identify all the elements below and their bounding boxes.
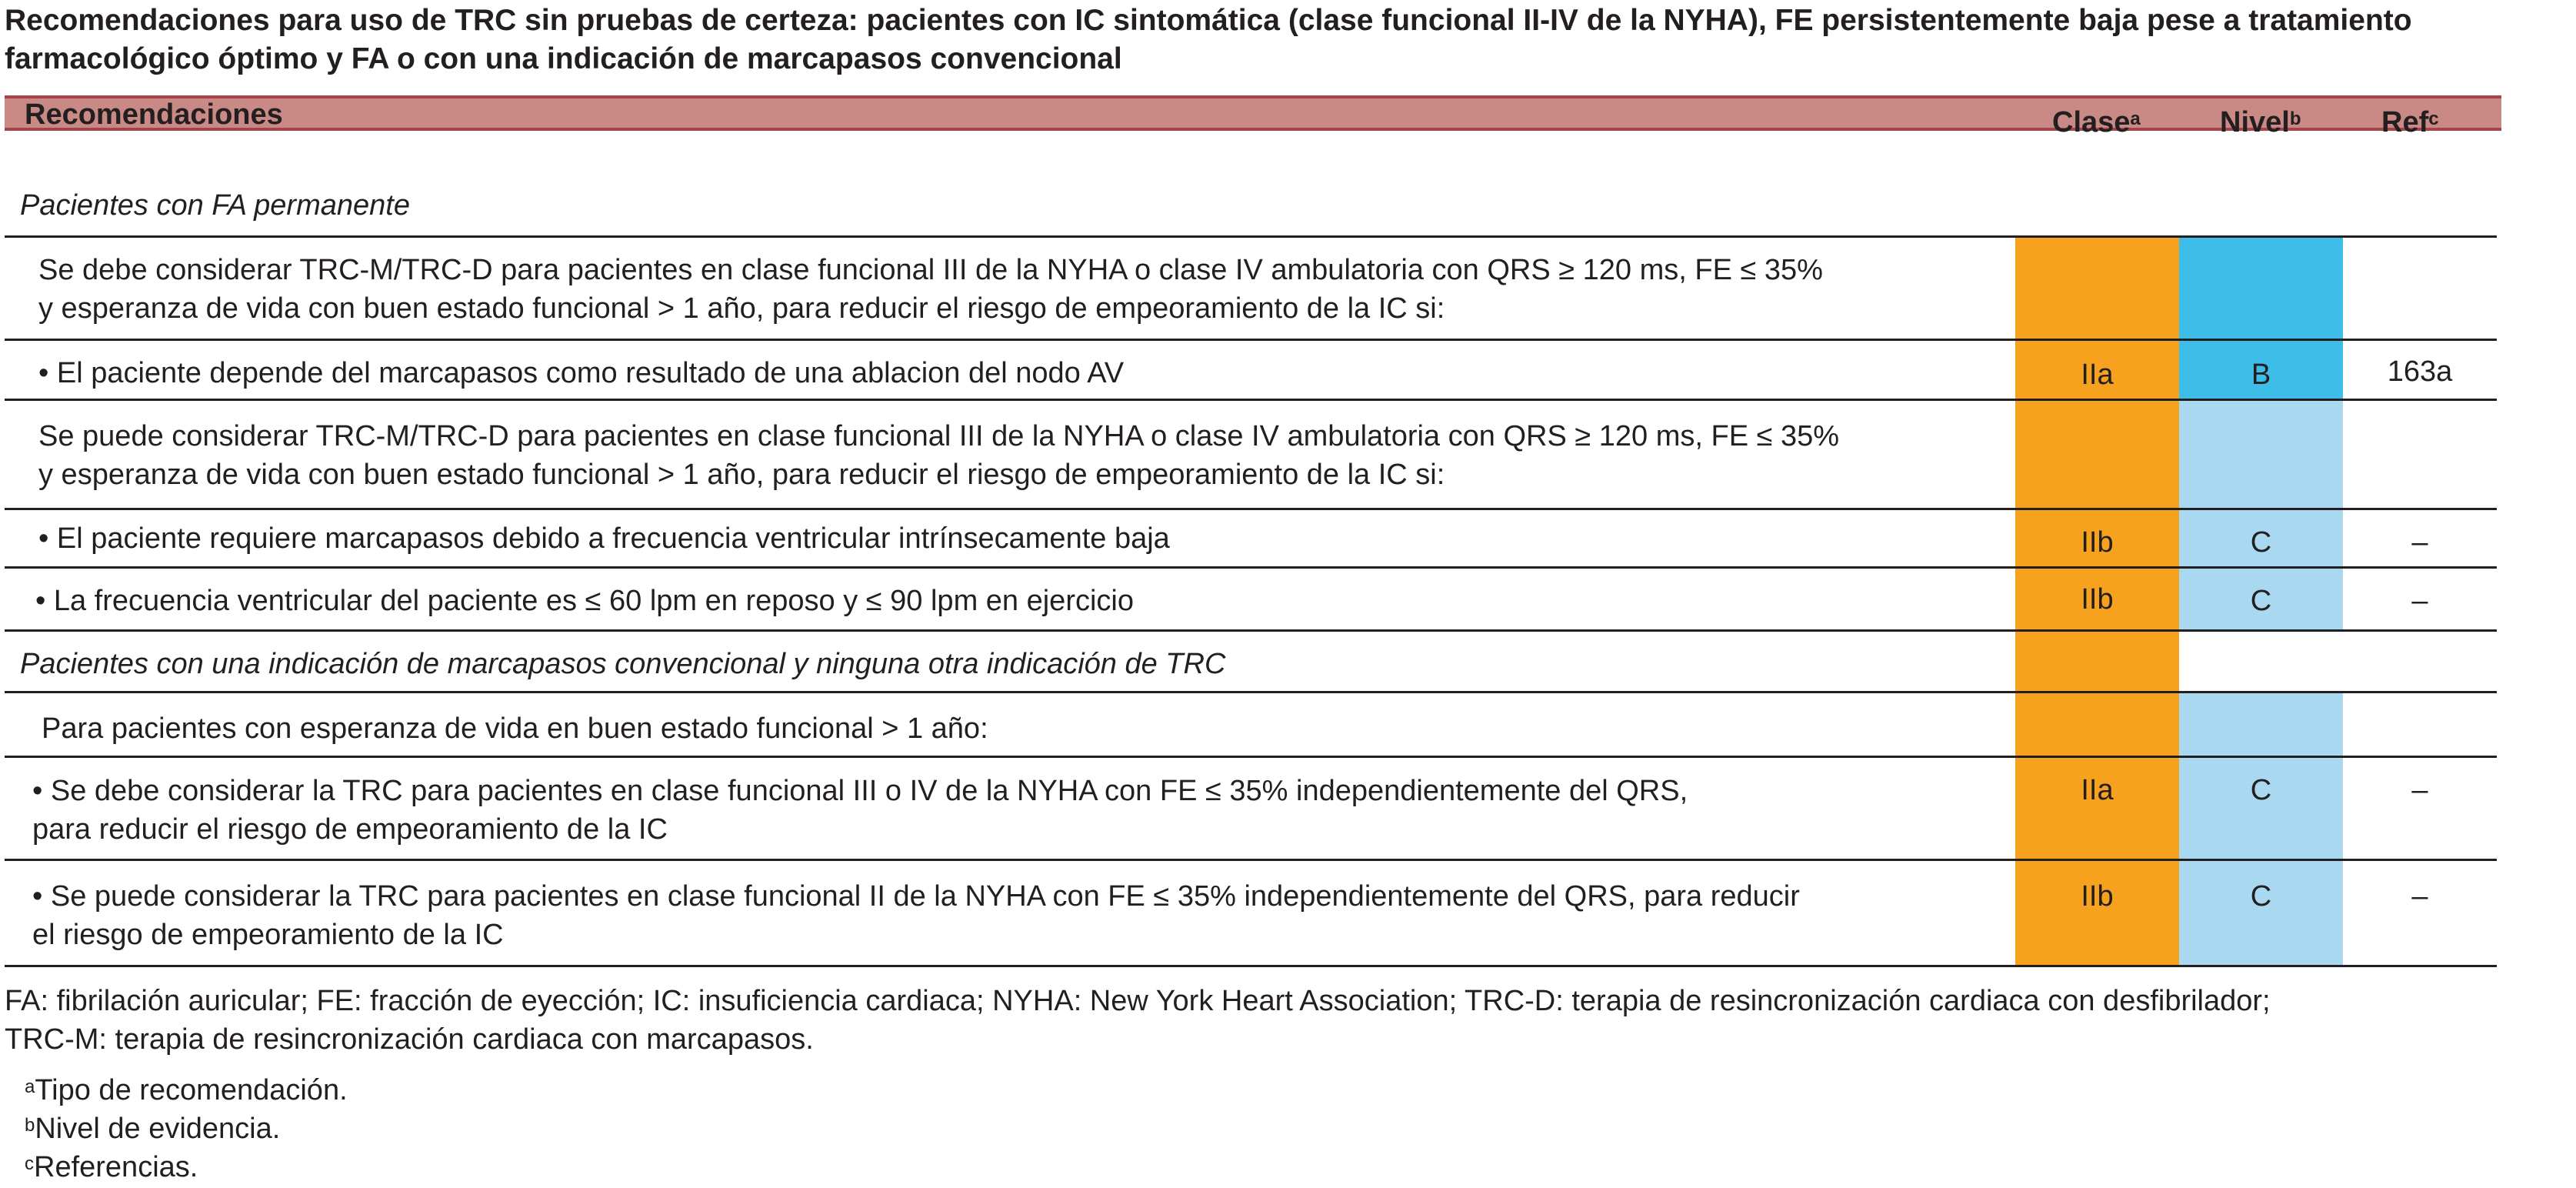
footnote-a: $^a$Tipo de recomendación.: [25, 1074, 348, 1106]
table-row-text: • Se puede considerar la TRC para pacientes en clase funcional II de la NYHA con FE ≤ 35% independientemente del QRS, para reducir: [32, 880, 1800, 913]
row-divider: [5, 566, 2497, 569]
table-row-text: y esperanza de vida con buen estado funcional > 1 año, para reducir el riesgo de empeoramiento de la IC si:: [38, 459, 1445, 491]
level-value: C: [2250, 880, 2272, 913]
row-divider: [5, 399, 2497, 401]
level-c-color-band-2: [2179, 692, 2343, 966]
table-row-text: y esperanza de vida con buen estado funcional > 1 año, para reducir el riesgo de empeoramiento de la IC si:: [38, 292, 1445, 325]
level-value: B: [2251, 359, 2271, 391]
abbreviations-line-2: TRC-M: terapia de resincronización cardiaca con marcapasos.: [5, 1023, 814, 1056]
row-divider: [5, 859, 2497, 861]
table-row-text: • El paciente depende del marcapasos como resultado de una ablacion del nodo AV: [38, 357, 1125, 389]
class-value: IIa: [2081, 774, 2114, 806]
level-value: C: [2250, 585, 2272, 617]
row-divider: [5, 339, 2497, 341]
level-value: C: [2250, 526, 2272, 559]
class-value: IIb: [2081, 526, 2114, 559]
row-divider: [5, 629, 2497, 632]
table-row-text: el riesgo de empeoramiento de la IC: [32, 919, 504, 951]
table-row-text: para reducir el riesgo de empeoramiento de la IC: [32, 813, 668, 846]
class-value: IIb: [2081, 880, 2114, 913]
abbreviations-line-1: FA: fibrilación auricular; FE: fracción de eyección; IC: insuficiencia cardiaca; NYHA: New York Heart Association; TRC-D: terapia de resincronización cardiaca con desfibrilador;: [5, 985, 2271, 1017]
row-divider: [5, 691, 2497, 693]
footnote-b: $^b$Nivel de evidencia.: [25, 1113, 281, 1145]
level-value: C: [2250, 774, 2272, 806]
ref-value: –: [2411, 585, 2428, 617]
footnote-c: $^c$Referencias.: [25, 1151, 198, 1183]
table-row-text: Para pacientes con esperanza de vida en buen estado funcional > 1 año:: [42, 712, 988, 745]
table-row-text: • La frecuencia ventricular del paciente es ≤ 60 lpm en reposo y ≤ 90 lpm en ejercicio: [35, 585, 1134, 617]
table-header: [5, 95, 2501, 138]
class-value: IIb: [2081, 583, 2114, 616]
table-title: Recomendaciones para uso de TRC sin pruebas de certeza: pacientes con IC sintomática (clase funcional II-IV de la NYHA), FE persistentemente baja pese a tratamiento farmacológico óptimo y FA o con una indicación de marcapasos convencional: [5, 4, 2412, 75]
section-title-marcapasos: Pacientes con una indicación de marcapasos convencional y ninguna otra indicación de TRC: [20, 648, 1226, 680]
ref-value: –: [2411, 880, 2428, 913]
ref-value: –: [2411, 774, 2428, 806]
header-recomendaciones: Recomendaciones: [25, 98, 283, 131]
row-divider: [5, 508, 2497, 510]
table-row-text: Se debe considerar TRC-M/TRC-D para pacientes en clase funcional III de la NYHA o clase IV ambulatoria con QRS ≥ 120 ms, FE ≤ 35%: [38, 254, 1823, 286]
table-bottom-rule: [5, 965, 2497, 967]
header-ref: Ref$^c$: [2381, 106, 2439, 138]
ref-value: 163a: [2387, 355, 2453, 388]
class-value: IIa: [2081, 359, 2114, 391]
header-clase: Clase$^a$: [2052, 106, 2141, 138]
row-divider: [5, 756, 2497, 758]
section-title-fa-permanente: Pacientes con FA permanente: [20, 189, 410, 222]
header-nivel: Nivel$^b$: [2220, 106, 2301, 138]
ref-value: –: [2411, 526, 2428, 559]
table-row-text: • El paciente requiere marcapasos debido a frecuencia ventricular intrínsecamente baja: [38, 522, 1170, 555]
table-row-text: Se puede considerar TRC-M/TRC-D para pacientes en clase funcional III de la NYHA o clase IV ambulatoria con QRS ≥ 120 ms, FE ≤ 35%: [38, 420, 1840, 452]
table-row-text: • Se debe considerar la TRC para pacientes en clase funcional III o IV de la NYHA con FE ≤ 35% independientemente del QRS,: [32, 775, 1688, 807]
row-divider: [5, 235, 2497, 238]
